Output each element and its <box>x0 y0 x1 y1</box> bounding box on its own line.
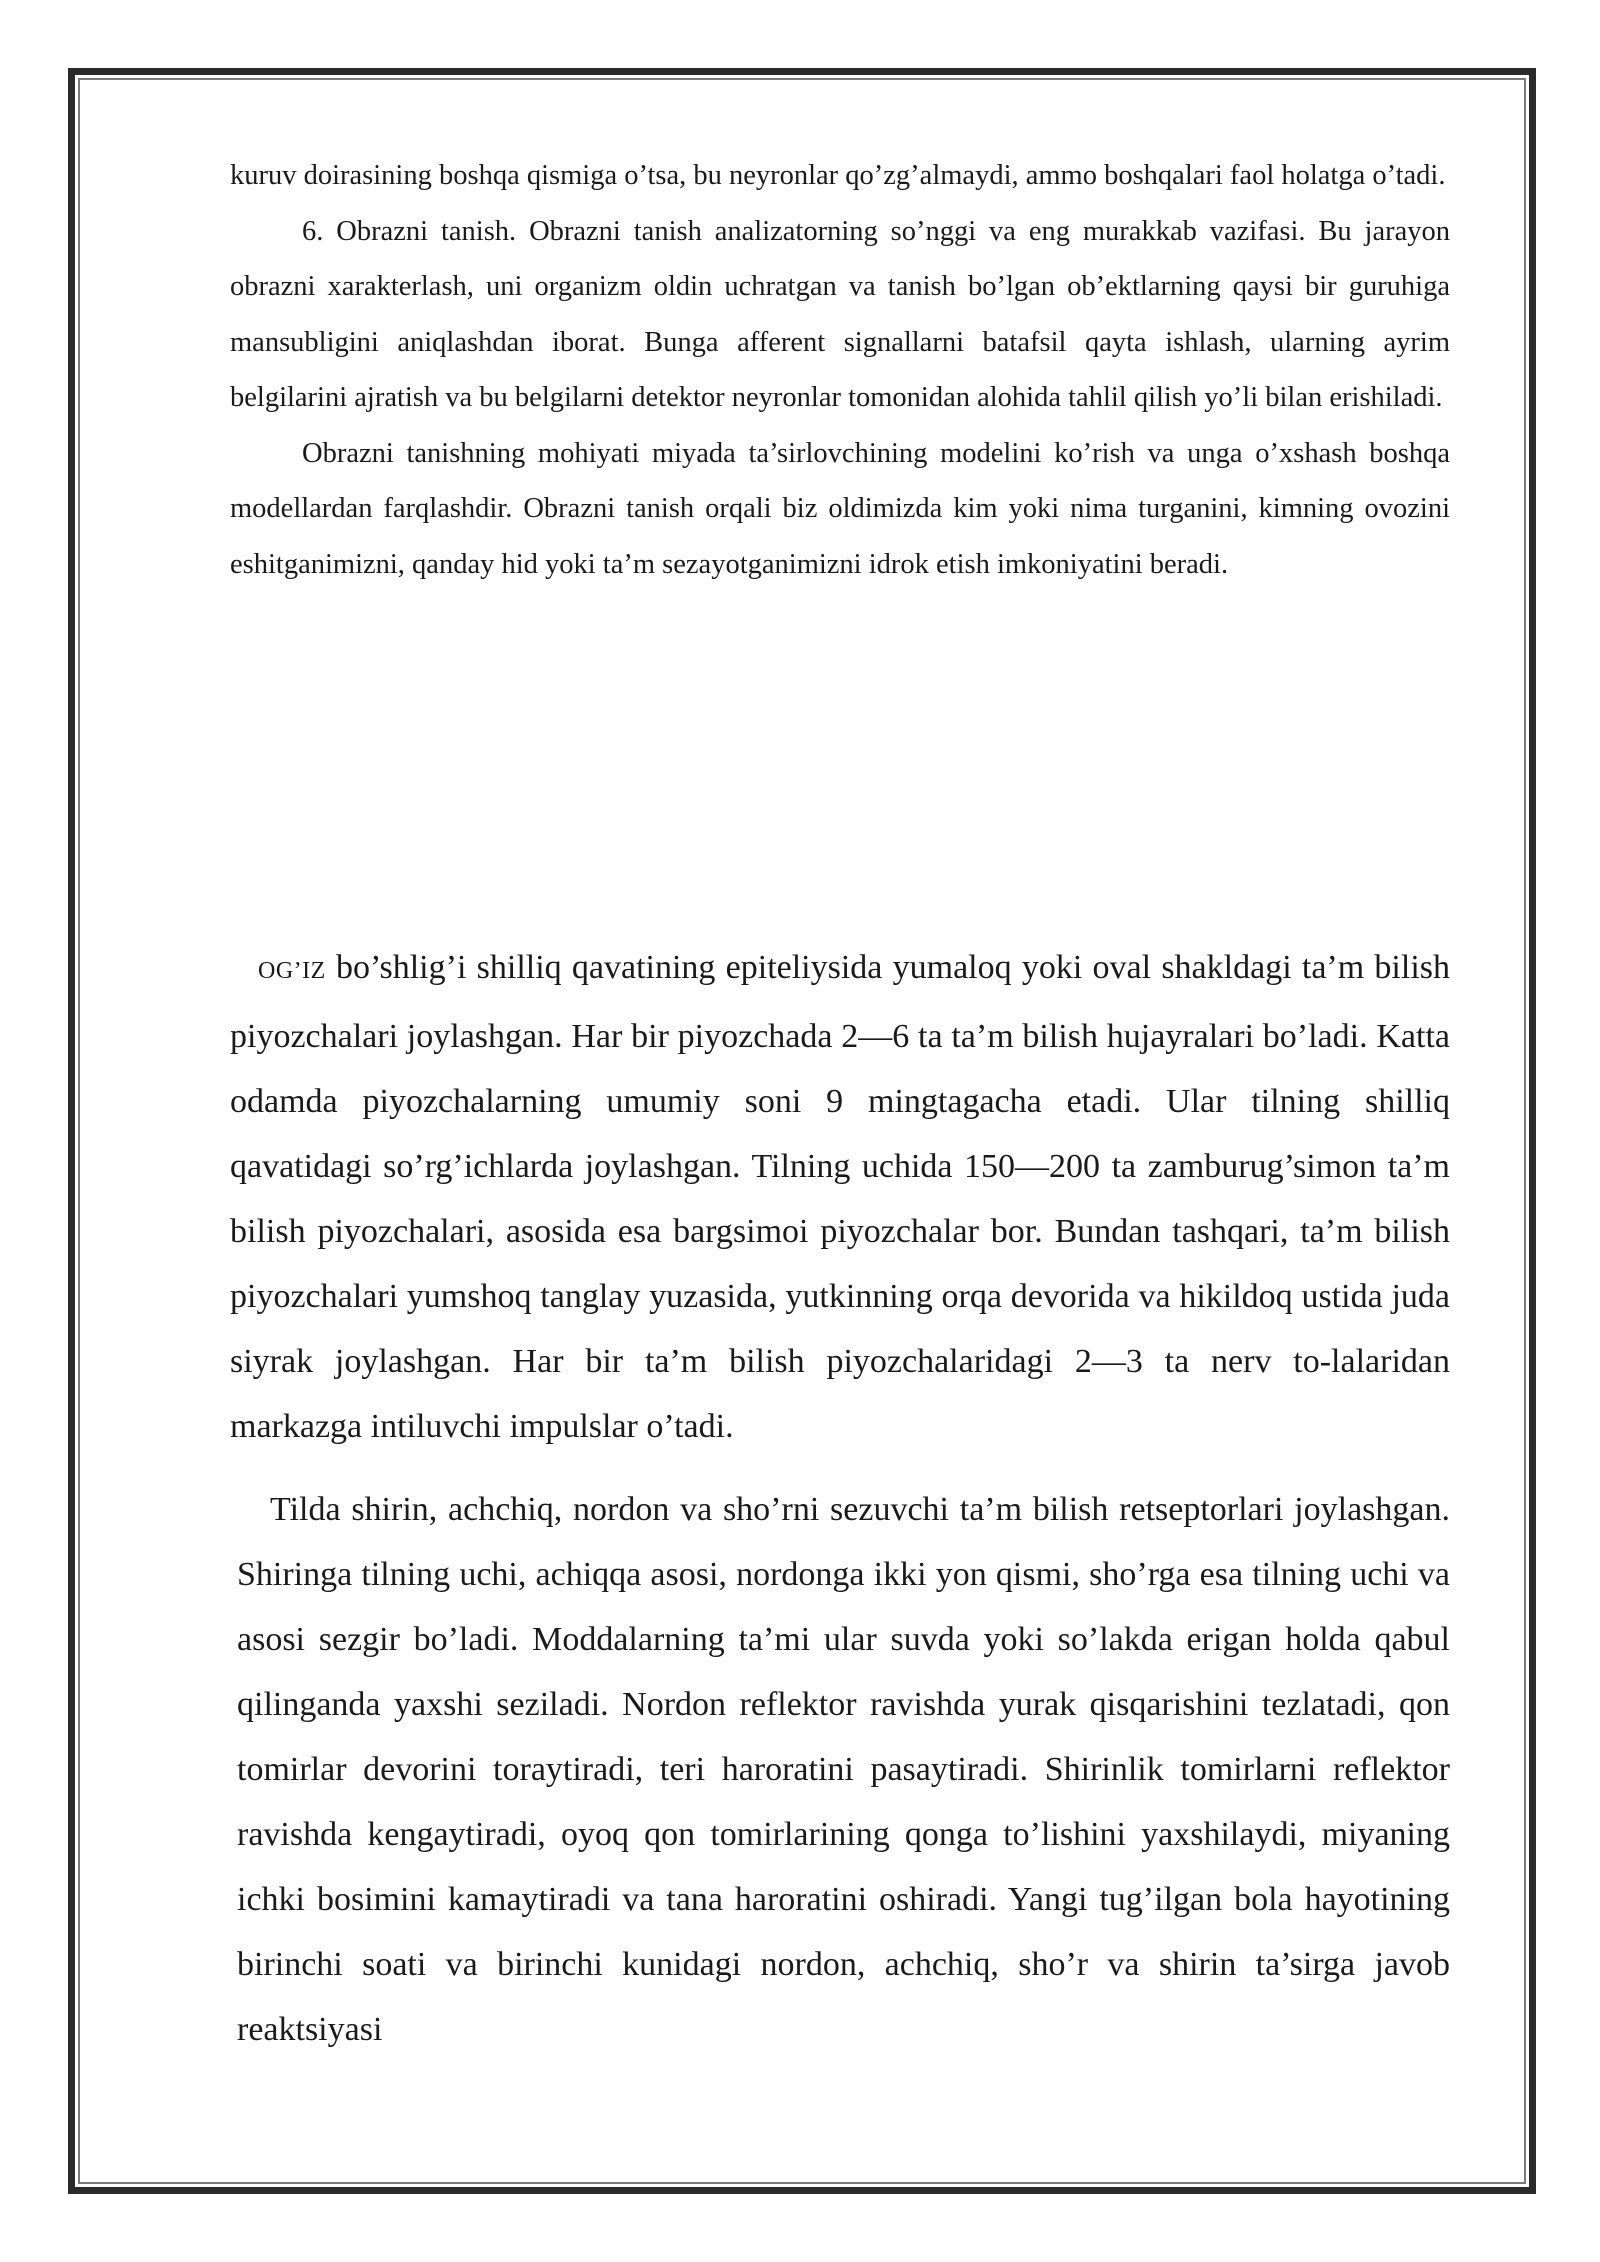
text-section-top <box>230 148 1450 592</box>
paragraph-taste-buds <box>230 935 1450 1459</box>
paragraph-recognition-essence: Obrazni tanishning mohiyati miyada ta’sirlovchining modelini ko’rish va unga o’xshash boshqa modellardan farqlashdir. Obrazni tanish orqali biz oldimizda kim yoki nima turganini, kimning ovozini eshitganimizni, qanday hid yoki ta’m sezayotganimizni idrok etish imkoniyatini beradi. <box>230 437 1450 580</box>
text-section-taste <box>230 935 1450 2062</box>
paragraph-lead-word: OG’IZ <box>258 958 326 984</box>
paragraph-image-recognition: 6. Obrazni tanish. Obrazni tanish analizatorning so’nggi va eng murakkab vazifasi. Bu jarayon obrazni xarakterlash, uni organizm oldin uchratgan va tanish bo’lgan ob’ektlarning qaysi bir guruhiga mansubligini aniqlashdan iborat. Bunga afferent signallarni batafsil qayta ishlash, ularning ayrim belgilarini ajratish va bu belgilarni detektor neyronlar tomonidan alohida tahlil qilish yo’li bilan erishiladi. <box>230 215 1450 413</box>
paragraph-body: bo’shlig’i shilliq qavatining epiteliysida yumaloq yoki oval shakldagi ta’m bilish piyozchalari joylashgan. Har bir piyozchada 2—6 ta ta’m bilish hujayralari bo’ladi. Katta odamda piyozchalarning umumiy soni 9 mingtagacha etadi. Ular tilning shilliq qavatidagi so’rg’ichlarda joylashgan. Tilning uchida 150—200 ta zamburug’simon ta’m bilish piyozchalari, asosida esa bargsimoi piyozchalar bor. Bundan tashqari, ta’m bilish piyozchalari yumshoq tanglay yuzasida, yutkinning orqa devorida va hikildoq ustida juda siyrak joylashgan. Har bir ta’m bilish piyozchalaridagi 2—3 ta nerv to-lalaridan markazga intiluvchi impulslar o’tadi. <box>230 949 1450 1445</box>
paragraph-taste-receptors: Tilda shirin, achchiq, nordon va sho’rni sezuvchi ta’m bilish retseptorlari joylashgan. Shiringa tilning uchi, achiqqa asosi, nordonga ikki yon qismi, sho’rga esa tilning uchi va asosi sezgir bo’ladi. Moddalarning ta’mi ular suvda yoki so’lakda erigan holda qabul qilinganda yaxshi seziladi. Nordon reflektor ravishda yurak qisqarishini tezlatadi, qon tomirlar devorini toraytiradi, teri haroratini pasaytiradi. Shirinlik tomirlarni reflektor ravishda kengaytiradi, oyoq qon tomirlarining qonga to’lishini yaxshilaydi, miyaning ichki bosimini kamaytiradi va tana haroratini oshiradi. Yangi tug’ilgan bola hayotining birinchi soati va birinchi kunidagi nordon, achchiq, sho’r va shirin ta’sirga javob reaktsiyasi <box>237 1491 1450 2048</box>
paragraph-continuation: kuruv doirasining boshqa qismiga o’tsa, bu neyronlar qo’zg’almaydi, ammo boshqalari faol holatga o’tadi. <box>230 160 1446 191</box>
